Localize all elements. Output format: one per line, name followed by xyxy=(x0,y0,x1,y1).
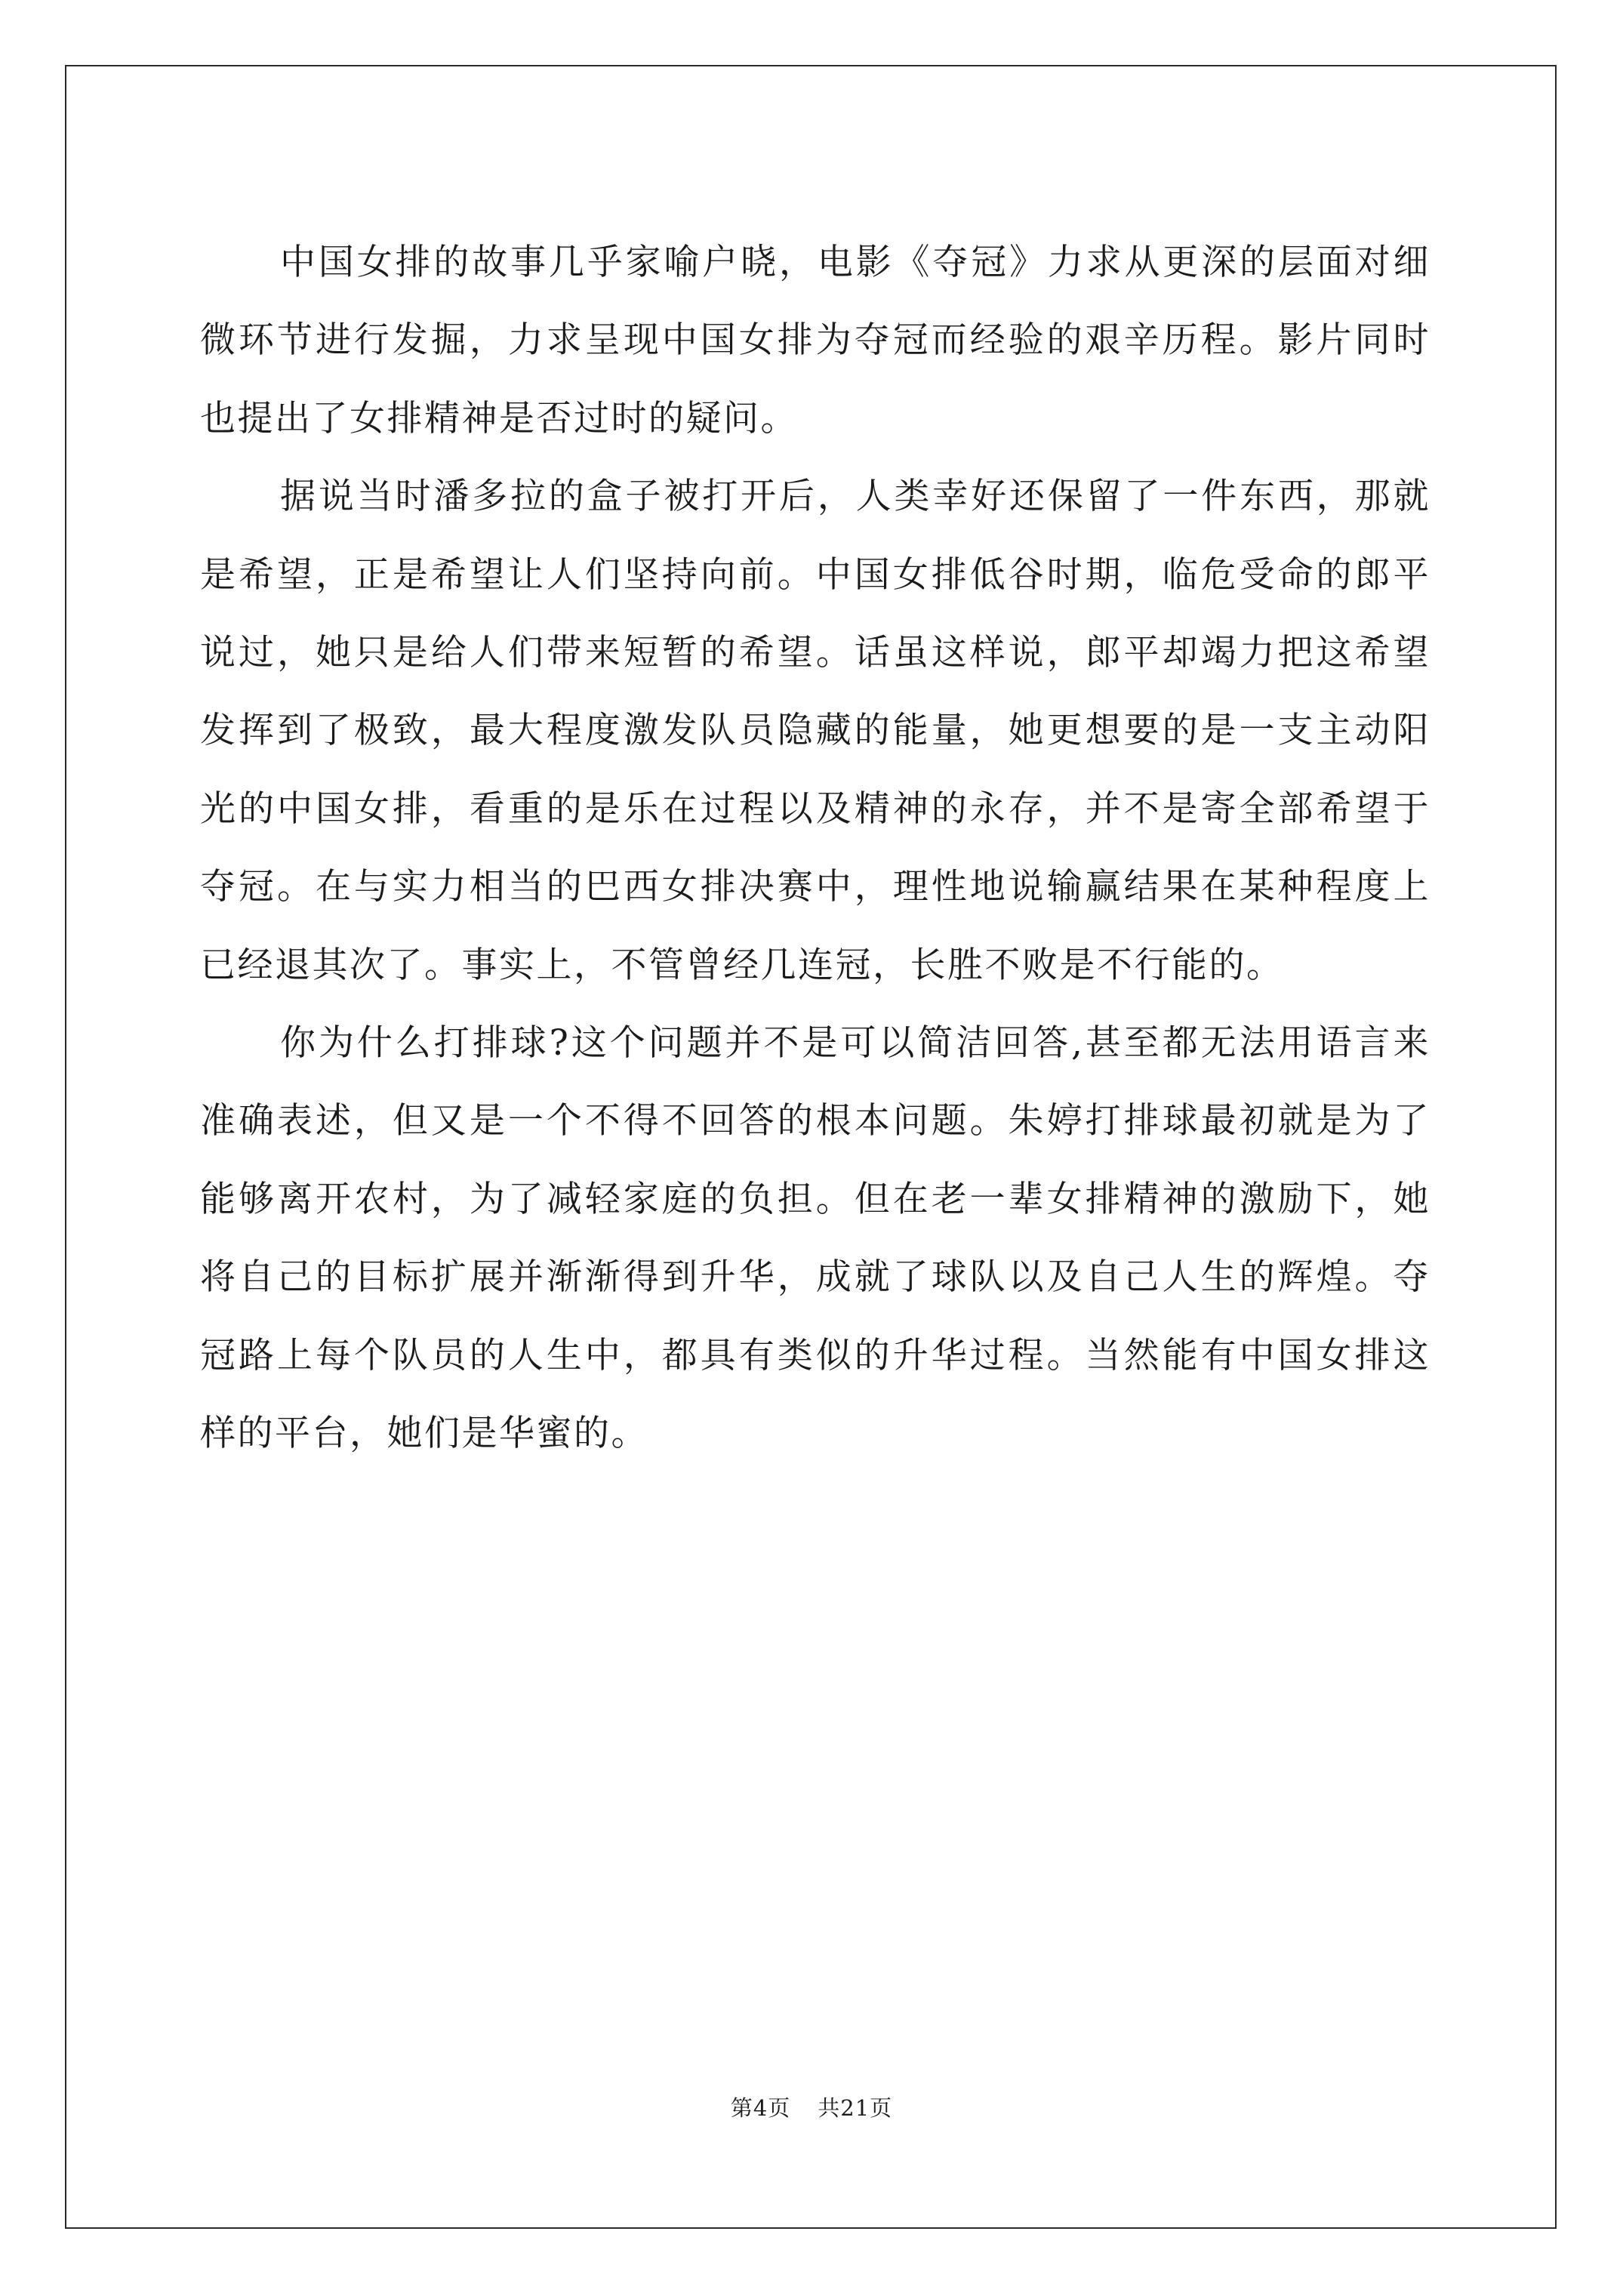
paragraph-1: 中国女排的故事几乎家喻户晓，电影《夺冠》力求从更深的层面对细微环节进行发掘，力求呈现中国女排为夺冠而经验的艰辛历程。影片同时也提出了女排精神是否过时的疑问。 xyxy=(200,242,1431,439)
page-footer xyxy=(0,2091,1623,2122)
paragraph-2: 据说当时潘多拉的盒子被打开后，人类幸好还保留了一件东西，那就是希望，正是希望让人们坚持向前。中国女排低谷时期，临危受命的郎平说过，她只是给人们带来短暂的希望。话虽这样说，郎平却竭力把这希望发挥到了极致，最大程度激发队员隐藏的能量，她更想要的是一支主动阳光的中国女排，看重的是乐在过程以及精神的永存，并不是寄全部希望于夺冠。在与实力相当的巴西女排决赛中，理性地说输赢结果在某种程度上已经退其次了。事实上，不管曾经几连冠，长胜不败是不行能的。 xyxy=(200,476,1431,986)
paragraph-3: 你为什么打排球?这个问题并不是可以简洁回答,甚至都无法用语言来准确表述，但又是一个不得不回答的根本问题。朱婷打排球最初就是为了能够离开农村，为了减轻家庭的负担。但在老一辈女排精神的激励下，她将自己的目标扩展并渐渐得到升华，成就了球队以及自己人生的辉煌。夺冠路上每个队员的人生中，都具有类似的升华过程。当然能有中国女排这样的平台，她们是华蜜的。 xyxy=(200,1022,1431,1455)
page-total: 共21页 xyxy=(818,2095,893,2121)
page-number: 第4页 xyxy=(730,2095,791,2121)
document-body xyxy=(200,223,1431,1473)
